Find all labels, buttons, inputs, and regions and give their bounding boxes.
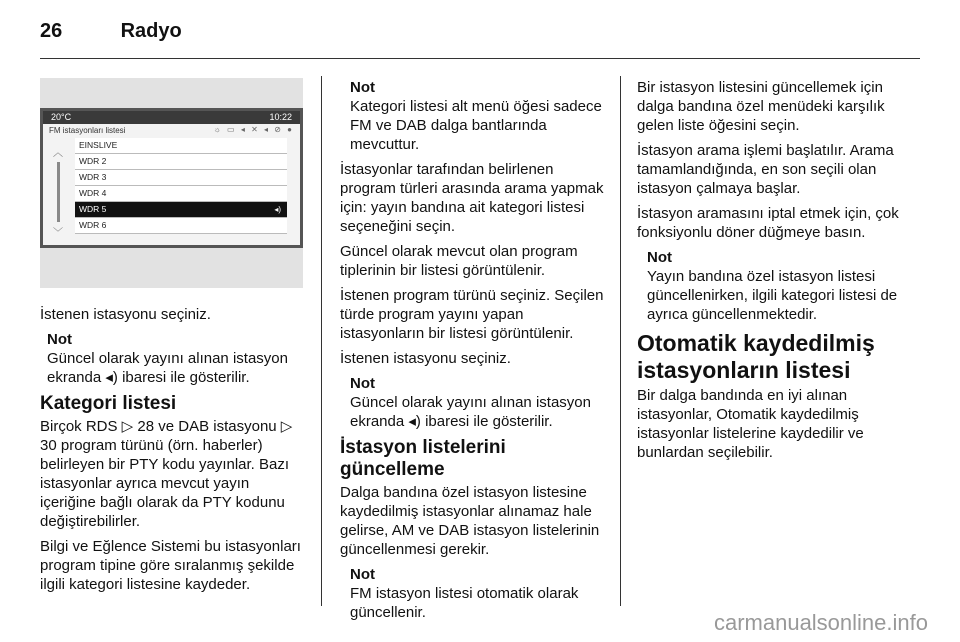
paragraph: Güncel olarak mevcut olan program tiplerinin bir listesi görüntülenir. xyxy=(340,243,578,279)
station-row: WDR 3 xyxy=(75,170,287,186)
note-text: Güncel olarak yayını alınan istasyon ekranda ◂) ibaresi ile gösterilir. xyxy=(350,394,591,430)
column-1 xyxy=(40,305,305,600)
note-label: Not xyxy=(350,566,375,583)
paragraph: İstasyon aramasını iptal etmek için, çok fonksiyonlu döner düğmeye basın. xyxy=(637,205,899,241)
station-row: WDR 2 xyxy=(75,154,287,170)
note xyxy=(637,248,922,324)
screen-status-bar xyxy=(43,111,300,124)
section-title: Radyo xyxy=(120,20,182,42)
note xyxy=(340,565,608,622)
station-row: EINSLIVE xyxy=(75,138,287,154)
scroll-down-icon: ﹀ xyxy=(53,228,63,239)
station-row: WDR 4 xyxy=(75,186,287,202)
note-label: Not xyxy=(350,375,375,392)
page-number: 26 xyxy=(40,20,63,42)
paragraph: İstasyon arama işlemi başlatılır. Arama tamamlandığında, en son seçili olan istasyon çalmaya başlar. xyxy=(637,142,894,197)
station-label: WDR 5 xyxy=(79,204,107,214)
heading-auto-saved-stations: Otomatik kaydedilmiş istasyonların listesi xyxy=(637,330,875,383)
temperature: 20°C xyxy=(51,112,72,122)
watermark: carmanualsonline.info xyxy=(713,610,928,635)
paragraph: Dalga bandına özel istasyon listesine kaydedilmiş istasyonlar alınamaz hale gelirse, AM ve DAB istasyon listelerinin güncellenmesi gerekir. xyxy=(340,484,600,558)
column-divider-2 xyxy=(620,76,621,606)
paragraph: Bir istasyon listesini güncellemek için dalga bandına özel menüdeki karşılık gelen liste öğesini seçin. xyxy=(637,79,885,134)
scrollbar xyxy=(57,162,60,222)
paragraph: İstenen istasyonu seçiniz. xyxy=(340,350,511,367)
station-row-selected xyxy=(75,202,287,218)
note-text: Yayın bandına özel istasyon listesi güncellenirken, ilgili kategori listesi de ayrıca güncellenmektedir. xyxy=(647,268,898,323)
paragraph: Bilgi ve Eğlence Sistemi bu istasyonları program tipine göre sıralanmış şekilde ilgili kategori listesine kaydeder. xyxy=(40,538,301,593)
note-label: Not xyxy=(350,79,375,96)
note xyxy=(340,78,608,154)
station-list xyxy=(75,138,287,234)
paragraph: Birçok RDS ▷ 28 ve DAB istasyonu ▷ 30 program türünü (örn. haberler) belirleyen bir PTY kodu yayınlar. Bazı istasyonlar ayrıca mevcut yayın içeriğine bağlı olarak da PTY kodunu değiştirebilirler. xyxy=(40,418,293,530)
clock: 10:22 xyxy=(269,112,292,122)
infotainment-screen xyxy=(40,108,303,248)
paragraph: İstenen program türünü seçiniz. Seçilen türde program yayını yapan istasyonların bir listesi görüntülenir. xyxy=(340,287,604,342)
screen-body xyxy=(43,124,300,245)
note-text: Kategori listesi alt menü öğesi sadece FM ve DAB dalga bantlarında mevcuttur. xyxy=(350,98,602,153)
paragraph: İstasyonlar tarafından belirlenen program türleri arasında arama yapmak için: yayın bandına ait kategori listesi seçeneğini seçin. xyxy=(340,161,604,235)
note-text: FM istasyon listesi otomatik olarak güncellenir. xyxy=(350,585,579,621)
paragraph: İstenen istasyonu seçiniz. xyxy=(40,306,211,323)
paragraph: Bir dalga bandında en iyi alınan istasyonlar, Otomatik kaydedilmiş istasyonlar listelerine kaydedilir ve bunlardan seçilebilir. xyxy=(637,387,864,461)
station-row: WDR 6 xyxy=(75,218,287,234)
column-divider-1 xyxy=(321,76,322,606)
heading-category-list: Kategori listesi xyxy=(40,393,177,414)
column-2 xyxy=(340,78,608,628)
radio-screenshot-figure xyxy=(40,78,303,288)
status-icons: ☼ ▭ ◂ ✕ ◂ ⊘ ● xyxy=(213,125,294,134)
column-3 xyxy=(637,78,922,468)
page-header xyxy=(40,20,182,43)
note-text: Güncel olarak yayını alınan istasyon ekranda ◂) ibaresi ile gösterilir. xyxy=(47,350,288,386)
scroll-up-icon: ︿ xyxy=(53,148,63,159)
note-label: Not xyxy=(647,249,672,266)
note-label: Not xyxy=(47,331,72,348)
header-rule xyxy=(40,58,920,59)
speaker-icon: ◂) xyxy=(274,205,281,214)
screen-title: FM istasyonları listesi xyxy=(49,126,126,135)
note xyxy=(40,330,305,387)
note xyxy=(340,374,608,431)
heading-station-list-update: İstasyon listelerini güncelleme xyxy=(340,437,506,480)
